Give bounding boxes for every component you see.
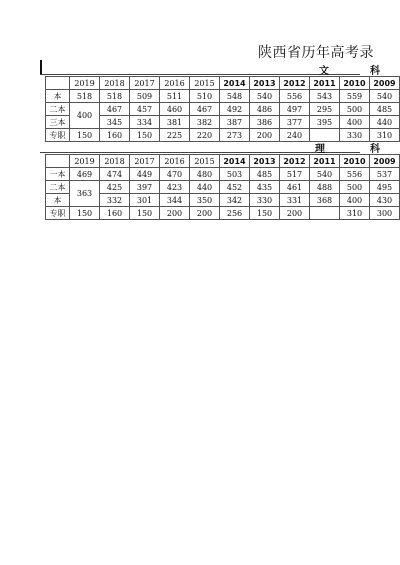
table-row [46, 129, 400, 142]
li-label-b: 科 [370, 144, 380, 155]
year-header-row [46, 77, 400, 90]
data-cell[interactable]: 517 [280, 168, 310, 181]
data-cell[interactable]: 300 [370, 207, 400, 220]
year-cell[interactable]: 2012 [280, 155, 310, 168]
data-cell[interactable]: 301 [130, 194, 160, 207]
data-cell[interactable]: 548 [220, 90, 250, 103]
data-cell[interactable]: 295 [310, 103, 340, 116]
data-cell[interactable]: 449 [130, 168, 160, 181]
table-row [46, 168, 400, 181]
data-cell[interactable]: 469 [70, 168, 100, 181]
data-cell[interactable]: 435 [250, 181, 280, 194]
data-cell[interactable]: 368 [310, 194, 340, 207]
year-cell[interactable]: 2016 [160, 77, 190, 90]
year-cell[interactable]: 2019 [70, 155, 100, 168]
data-cell[interactable]: 543 [310, 90, 340, 103]
year-cell[interactable]: 2009 [370, 155, 400, 168]
page-title: 陕西省历年高考录 [258, 45, 374, 61]
data-cell[interactable]: 467 [100, 103, 130, 116]
table-row [46, 90, 400, 103]
year-cell[interactable]: 2012 [280, 77, 310, 90]
data-cell[interactable]: 160 [100, 207, 130, 220]
data-cell[interactable]: 440 [190, 181, 220, 194]
data-cell[interactable]: 452 [220, 181, 250, 194]
data-cell[interactable]: 240 [280, 129, 310, 142]
row-label[interactable]: 专职 [46, 207, 70, 220]
data-cell[interactable]: 331 [280, 194, 310, 207]
year-cell[interactable]: 2015 [190, 77, 220, 90]
section-divider [40, 152, 360, 153]
year-cell[interactable]: 2011 [310, 155, 340, 168]
corner-cell[interactable] [46, 77, 70, 90]
data-cell[interactable]: 488 [310, 181, 340, 194]
data-cell[interactable]: 310 [370, 129, 400, 142]
data-cell[interactable]: 350 [190, 194, 220, 207]
section-divider [40, 74, 360, 75]
data-cell[interactable]: 470 [160, 168, 190, 181]
data-cell[interactable]: 425 [100, 181, 130, 194]
data-cell[interactable]: 500 [340, 103, 370, 116]
wen-table [45, 76, 400, 142]
row-label[interactable]: 专职 [46, 129, 70, 142]
data-cell[interactable]: 510 [190, 90, 220, 103]
merged-cell[interactable]: 400 [70, 103, 100, 129]
year-cell[interactable]: 2014 [220, 155, 250, 168]
data-cell[interactable]: 377 [280, 116, 310, 129]
li-label-a: 理 [315, 144, 325, 155]
year-cell[interactable]: 2011 [310, 77, 340, 90]
data-cell[interactable]: 518 [100, 90, 130, 103]
row-label[interactable]: 一本 [46, 168, 70, 181]
data-cell[interactable]: 467 [190, 103, 220, 116]
data-cell[interactable]: 395 [310, 116, 340, 129]
row-label[interactable]: 二本 [46, 103, 70, 116]
data-cell[interactable]: 461 [280, 181, 310, 194]
year-cell[interactable]: 2013 [250, 77, 280, 90]
data-cell[interactable]: 495 [370, 181, 400, 194]
data-cell[interactable]: 200 [190, 207, 220, 220]
merged-cell[interactable]: 363 [70, 181, 100, 207]
wen-label-a: 文 [319, 66, 329, 77]
year-cell[interactable]: 2015 [190, 155, 220, 168]
data-cell[interactable]: 150 [70, 207, 100, 220]
data-cell[interactable]: 540 [250, 90, 280, 103]
data-cell[interactable]: 497 [280, 103, 310, 116]
data-cell[interactable]: 397 [130, 181, 160, 194]
year-cell[interactable]: 2009 [370, 77, 400, 90]
table-row [46, 207, 400, 220]
data-cell[interactable]: 486 [250, 103, 280, 116]
data-cell[interactable]: 518 [70, 90, 100, 103]
data-cell[interactable]: 430 [370, 194, 400, 207]
table-row [46, 103, 400, 116]
data-cell[interactable]: 509 [130, 90, 160, 103]
data-cell[interactable]: 200 [250, 129, 280, 142]
data-cell[interactable]: 150 [130, 129, 160, 142]
data-cell[interactable]: 225 [160, 129, 190, 142]
data-cell[interactable]: 503 [220, 168, 250, 181]
row-label[interactable]: 二本 [46, 181, 70, 194]
data-cell[interactable]: 310 [340, 207, 370, 220]
year-cell[interactable]: 2017 [130, 77, 160, 90]
data-cell[interactable]: 200 [280, 207, 310, 220]
data-cell[interactable]: 559 [340, 90, 370, 103]
data-cell[interactable]: 400 [340, 194, 370, 207]
data-cell[interactable]: 480 [190, 168, 220, 181]
data-cell[interactable]: 273 [220, 129, 250, 142]
data-cell[interactable]: 382 [190, 116, 220, 129]
data-cell[interactable]: 556 [280, 90, 310, 103]
year-cell[interactable]: 2016 [160, 155, 190, 168]
data-cell[interactable]: 492 [220, 103, 250, 116]
year-cell[interactable]: 2014 [220, 77, 250, 90]
data-cell[interactable]: 342 [220, 194, 250, 207]
data-cell[interactable]: 330 [340, 129, 370, 142]
data-cell[interactable]: 344 [160, 194, 190, 207]
year-cell[interactable]: 2013 [250, 155, 280, 168]
data-cell[interactable]: 540 [310, 168, 340, 181]
year-cell[interactable]: 2018 [100, 77, 130, 90]
data-cell[interactable] [310, 207, 340, 220]
data-cell[interactable]: 387 [220, 116, 250, 129]
year-cell[interactable]: 2017 [130, 155, 160, 168]
table-row [46, 116, 400, 129]
data-cell[interactable]: 220 [190, 129, 220, 142]
data-cell[interactable]: 423 [160, 181, 190, 194]
row-label[interactable]: 本 [46, 90, 70, 103]
data-cell[interactable]: 150 [130, 207, 160, 220]
year-header-row [46, 155, 400, 168]
year-cell[interactable]: 2010 [340, 77, 370, 90]
data-cell[interactable]: 457 [130, 103, 160, 116]
data-cell[interactable]: 485 [370, 103, 400, 116]
data-cell[interactable]: 474 [100, 168, 130, 181]
row-label[interactable]: 本 [46, 194, 70, 207]
year-cell[interactable]: 2010 [340, 155, 370, 168]
data-cell[interactable]: 386 [250, 116, 280, 129]
data-cell[interactable]: 537 [370, 168, 400, 181]
data-cell[interactable]: 460 [160, 103, 190, 116]
data-cell[interactable]: 440 [370, 116, 400, 129]
year-cell[interactable]: 2018 [100, 155, 130, 168]
data-cell[interactable]: 500 [340, 181, 370, 194]
row-label[interactable]: 三本 [46, 116, 70, 129]
data-cell[interactable]: 334 [130, 116, 160, 129]
data-cell[interactable]: 160 [100, 129, 130, 142]
data-cell[interactable]: 150 [250, 207, 280, 220]
li-table [45, 154, 400, 220]
data-cell[interactable]: 345 [100, 116, 130, 129]
data-cell[interactable]: 332 [100, 194, 130, 207]
wen-label-b: 科 [370, 66, 380, 77]
cell-cursor [40, 60, 42, 74]
data-cell[interactable]: 540 [370, 90, 400, 103]
data-cell[interactable]: 200 [160, 207, 190, 220]
year-cell[interactable]: 2019 [70, 77, 100, 90]
table-row [46, 194, 400, 207]
data-cell[interactable]: 256 [220, 207, 250, 220]
corner-cell[interactable] [46, 155, 70, 168]
data-cell[interactable]: 485 [250, 168, 280, 181]
data-cell[interactable]: 400 [340, 116, 370, 129]
table-row [46, 181, 400, 194]
data-cell[interactable]: 150 [70, 129, 100, 142]
data-cell[interactable]: 556 [340, 168, 370, 181]
data-cell[interactable]: 330 [250, 194, 280, 207]
data-cell[interactable]: 381 [160, 116, 190, 129]
data-cell[interactable]: 511 [160, 90, 190, 103]
